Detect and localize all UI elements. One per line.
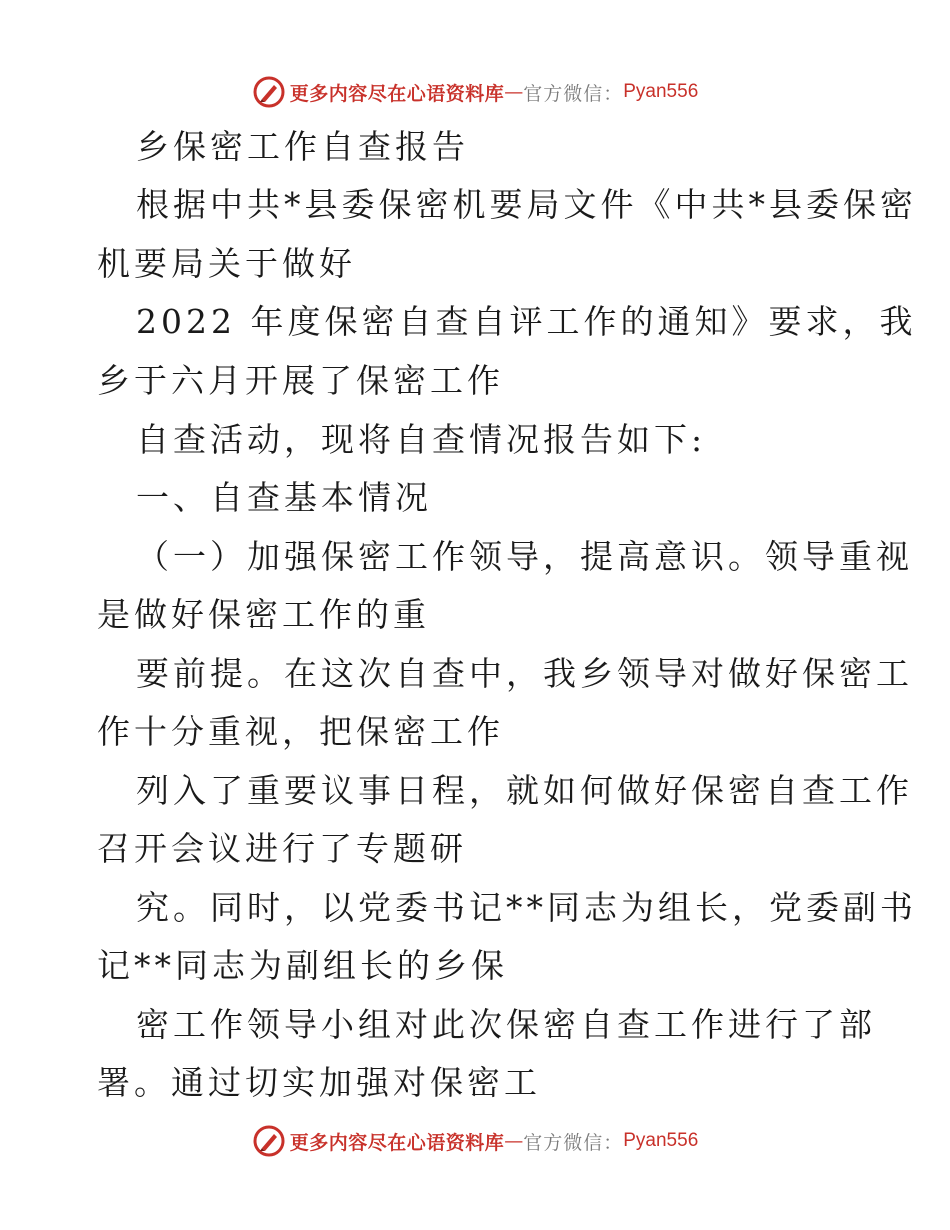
pen-nib-logo-icon xyxy=(252,75,286,109)
watermark-wechat-id: Pyan556 xyxy=(623,81,699,102)
body-line: 乡于六月开展了保密工作 xyxy=(97,361,504,400)
watermark-banner-bottom xyxy=(0,1121,950,1161)
body-line: 根据中共*县委保密机要局文件《中共*县委保密 xyxy=(136,185,917,224)
watermark-dash: — xyxy=(504,1130,524,1152)
watermark-wechat-id: Pyan556 xyxy=(623,1130,699,1151)
body-line: 是做好保密工作的重 xyxy=(97,595,430,634)
watermark-banner-top xyxy=(0,72,950,112)
body-line: （一）加强保密工作领导，提高意识。领导重视 xyxy=(136,537,913,576)
body-line: 作十分重视，把保密工作 xyxy=(97,712,504,751)
document-title: 乡保密工作自查报告 xyxy=(136,127,469,166)
body-line: 机要局关于做好 xyxy=(97,244,356,283)
pen-nib-logo-icon xyxy=(252,1124,286,1158)
section-heading: 一、自查基本情况 xyxy=(136,478,432,517)
body-line: 记**同志为副组长的乡保 xyxy=(97,946,508,985)
body-line: 究。同时，以党委书记**同志为组长，党委副书 xyxy=(136,888,917,927)
body-line: 署。通过切实加强对保密工 xyxy=(97,1063,541,1102)
body-line: 2022 年度保密自查自评工作的通知》要求，我 xyxy=(136,302,917,341)
watermark-wechat-label: 官方微信： xyxy=(523,82,624,105)
watermark-dash: — xyxy=(504,81,524,103)
watermark-wechat-label: 官方微信： xyxy=(523,1131,624,1154)
body-line: 召开会议进行了专题研 xyxy=(97,829,467,868)
watermark-brand: 更多内容尽在心语资料库 xyxy=(289,1131,505,1154)
body-line: 自查活动，现将自查情况报告如下: xyxy=(136,420,707,459)
body-line: 要前提。在这次自查中，我乡领导对做好保密工 xyxy=(136,654,913,693)
body-line: 密工作领导小组对此次保密自查工作进行了部 xyxy=(136,1005,876,1044)
body-line: 列入了重要议事日程，就如何做好保密自查工作 xyxy=(136,771,913,810)
watermark-brand: 更多内容尽在心语资料库 xyxy=(289,82,505,105)
